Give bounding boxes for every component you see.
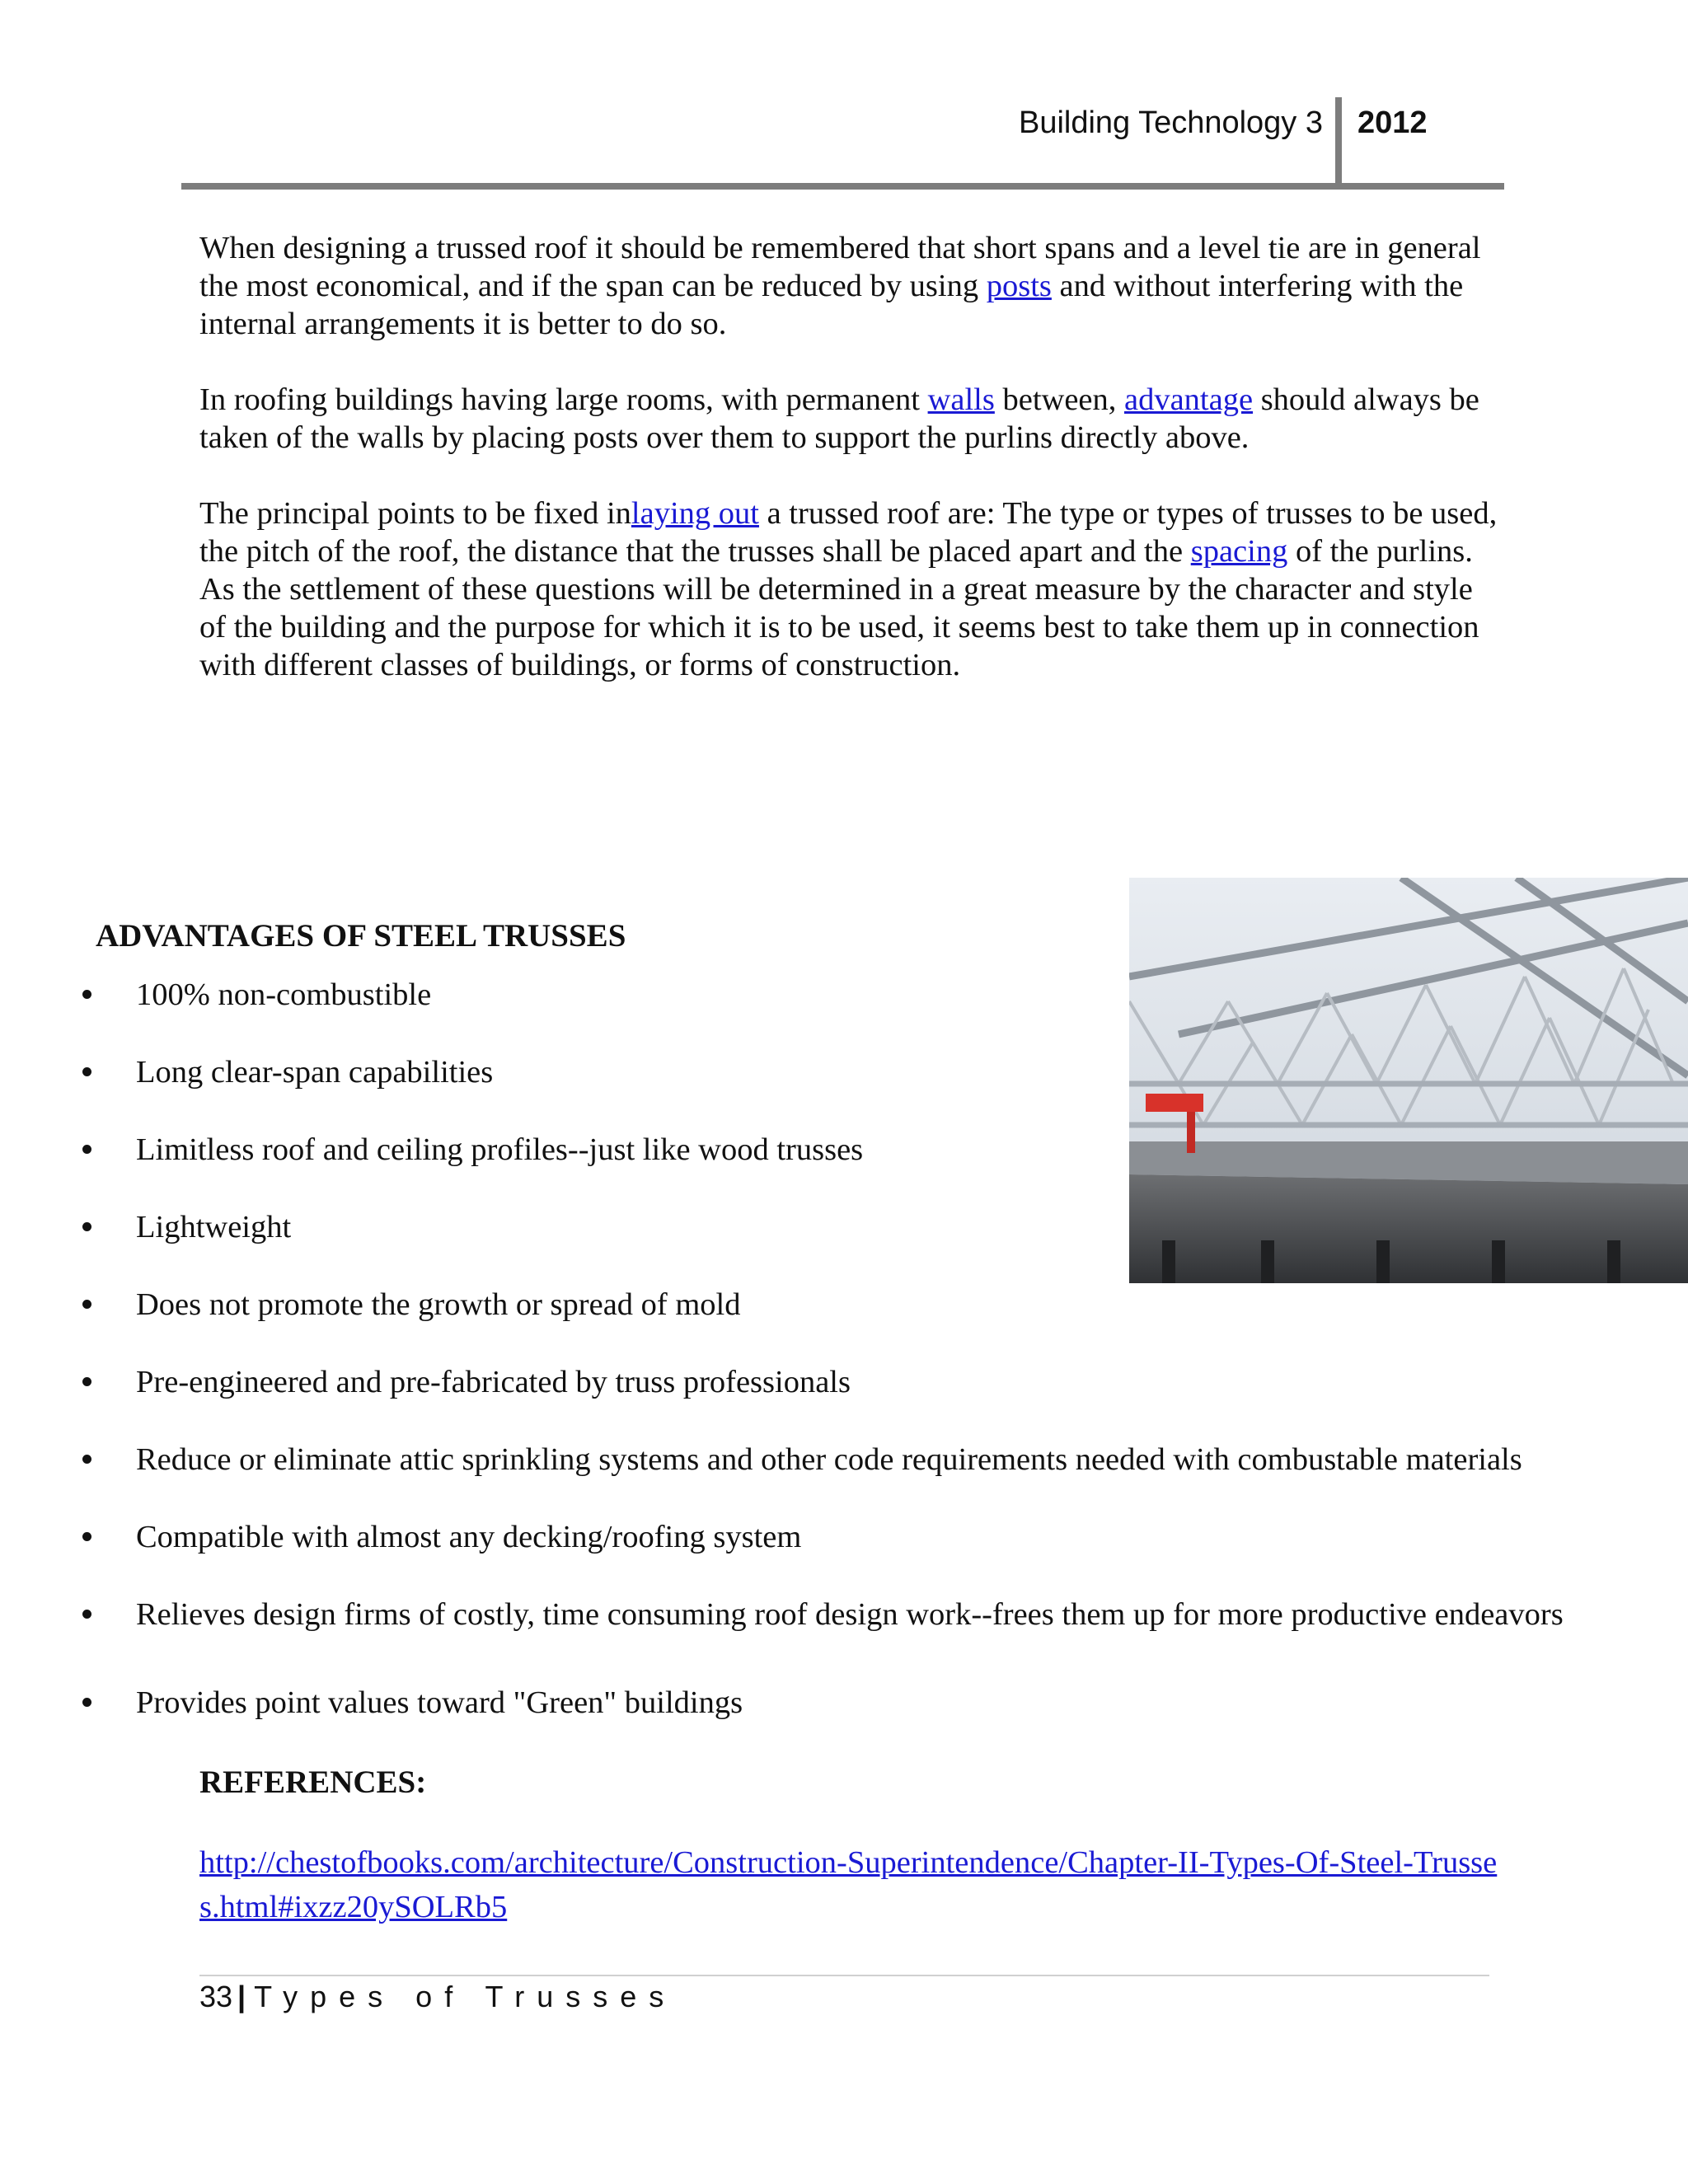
bullet-dot-icon bbox=[82, 1145, 91, 1154]
bullet-dot-icon bbox=[82, 1698, 91, 1707]
list-item-text: Lightweight bbox=[136, 1210, 292, 1244]
paragraph-text: of the purlins. As the settlement of these questions will be determined in a great measure by the character and style of the building and the purpose for which it is to be used, it seems best to take them up in connection with different classes of buildings, or forms of construction. bbox=[199, 534, 1479, 682]
link-laying-out[interactable]: laying out bbox=[631, 496, 759, 531]
list-item-text: 100% non-combustible bbox=[136, 977, 432, 1012]
bullet-dot-icon bbox=[82, 1300, 91, 1309]
references-heading: REFERENCES: bbox=[199, 1765, 427, 1800]
steel-truss-photo bbox=[1129, 878, 1688, 1283]
list-item-text: Does not promote the growth or spread of mold bbox=[136, 1287, 741, 1322]
bullet-dot-icon bbox=[82, 990, 91, 999]
list-item-text: Long clear-span capabilities bbox=[136, 1055, 494, 1090]
header-title: Building Technology 3 bbox=[1018, 105, 1323, 140]
page-number: 33 bbox=[199, 1980, 233, 2013]
advantages-heading: ADVANTAGES OF STEEL TRUSSES bbox=[96, 918, 626, 954]
paragraph-design bbox=[199, 229, 1502, 343]
list-item-text: Compatible with almost any decking/roofing system bbox=[136, 1520, 802, 1554]
list-item-text: Pre-engineered and pre-fabricated by truss professionals bbox=[136, 1365, 851, 1399]
bullet-dot-icon bbox=[82, 1377, 91, 1386]
list-item-text: Limitless roof and ceiling profiles--just like wood trusses bbox=[136, 1132, 864, 1167]
list-item-text: Reduce or eliminate attic sprinkling systems and other code requirements needed with combustable materials bbox=[136, 1442, 1522, 1477]
header-rule bbox=[181, 183, 1504, 190]
bullet-dot-icon bbox=[82, 1532, 91, 1541]
paragraph-text: When designing a trussed roof it should be remembered that short spans and a level tie are in general the most economical, and if the span can be reduced by using bbox=[199, 231, 1481, 303]
paragraph-text: and without interfering with the internal arrangements it is better to do so. bbox=[199, 269, 1464, 341]
link-advantage[interactable]: advantage bbox=[1124, 382, 1254, 417]
bullet-dot-icon bbox=[82, 1222, 91, 1231]
paragraph-text: In roofing buildings having large rooms, with permanent bbox=[199, 382, 928, 417]
paragraph-principal-points bbox=[199, 494, 1502, 684]
paragraph-roofing bbox=[199, 381, 1502, 457]
bullet-dot-icon bbox=[82, 1455, 91, 1464]
footer-section-title: Types of Trusses bbox=[254, 1980, 677, 2013]
header-separator bbox=[1335, 97, 1342, 185]
link-walls[interactable]: walls bbox=[927, 382, 995, 417]
link-posts[interactable]: posts bbox=[986, 269, 1052, 303]
footer-rule bbox=[199, 1975, 1489, 1976]
bullet-dot-icon bbox=[82, 1067, 91, 1076]
footer-separator: | bbox=[237, 1980, 246, 2013]
list-item-text: Provides point values toward "Green" buildings bbox=[136, 1685, 743, 1720]
link-spacing[interactable]: spacing bbox=[1190, 534, 1288, 569]
header-year: 2012 bbox=[1357, 105, 1428, 140]
paragraph-text: should always be taken of the walls by placing posts over them to support the purlins directly above. bbox=[199, 382, 1479, 455]
paragraph-text: between, bbox=[994, 382, 1124, 417]
paragraph-text: a trussed roof are: The type or types of trusses to be used, the pitch of the roof, the distance that the trusses shall be placed apart and the bbox=[199, 496, 1498, 569]
list-item-text: Relieves design firms of costly, time consuming roof design work--frees them up for more productive endeavors bbox=[136, 1597, 1564, 1632]
footer bbox=[199, 1980, 676, 2014]
bullet-dot-icon bbox=[82, 1610, 91, 1619]
paragraph-text: The principal points to be fixed in bbox=[199, 496, 631, 531]
reference-link[interactable]: http://chestofbooks.com/architecture/Construction-Superintendence/Chapter-II-Types-Of-Steel-Trusses.html#ixzz20ySOLRb5 bbox=[199, 1845, 1498, 1924]
